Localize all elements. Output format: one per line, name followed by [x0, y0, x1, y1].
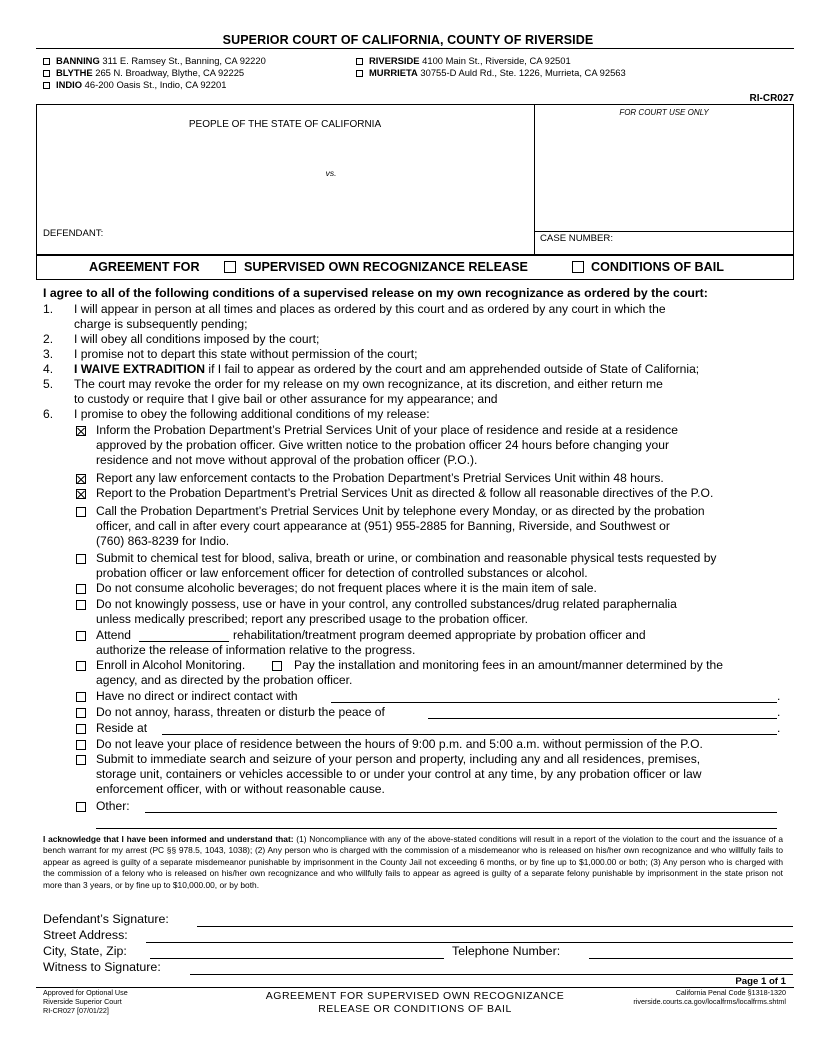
telephone-field[interactable]: [589, 958, 793, 959]
footer-title-line2: RELEASE OR CONDITIONS OF BAIL: [318, 1003, 512, 1015]
item-5-line2: to custody or require that I give bail or other assurance for my appearance; and: [74, 392, 498, 406]
telephone-label: Telephone Number:: [452, 944, 561, 958]
agreement-prefix: AGREEMENT FOR: [89, 260, 200, 274]
acknowledgment-heading: I acknowledge that I have been informed and understand that:: [43, 834, 294, 844]
defendant-label: DEFENDANT:: [43, 228, 104, 239]
footer-left-line1: Approved for Optional Use: [43, 988, 128, 997]
condition-5-checkbox[interactable]: [76, 554, 86, 564]
footer-center: [240, 990, 590, 1016]
case-number-rule: [534, 231, 794, 232]
condition-4-checkbox[interactable]: [76, 507, 86, 517]
condition-10-period: .: [777, 689, 781, 703]
condition-7-line2: unless medically prescribed; report any prescribed usage to the probation officer.: [96, 612, 529, 626]
condition-13-checkbox[interactable]: [76, 740, 86, 750]
condition-4-line1: Call the Probation Department’s Pretrial Services Unit by telephone every Monday, or as directed by the probation: [96, 504, 705, 518]
condition-12-checkbox[interactable]: [76, 724, 86, 734]
item-number-3: 3.: [43, 347, 54, 361]
other-field-line1[interactable]: [145, 812, 777, 813]
item-number-5: 5.: [43, 377, 54, 391]
footer-title-line1: AGREEMENT FOR SUPERVISED OWN RECOGNIZANCE: [265, 990, 565, 1002]
item-4-text: if I fail to appear as ordered by the court and am apprehended outside of State of California;: [205, 362, 700, 376]
penal-code-reference: California Penal Code §1318-1320: [675, 988, 786, 997]
no-contact-field[interactable]: [331, 702, 777, 703]
agreement-title: [89, 260, 200, 274]
condition-1-checkbox[interactable]: [76, 426, 86, 436]
condition-9-line1: Pay the installation and monitoring fees in an amount/manner determined by the: [294, 658, 723, 672]
item-2: I will obey all conditions imposed by the court;: [74, 332, 320, 346]
court-use-label: FOR COURT USE ONLY: [619, 108, 709, 117]
condition-3: Report to the Probation Department’s Pretrial Services Unit as directed & follow all reasonable directives of the P.O.: [96, 486, 714, 500]
item-1-line2: charge is subsequently pending;: [74, 317, 248, 331]
condition-11-period: .: [777, 705, 781, 719]
court-title: SUPERIOR COURT OF CALIFORNIA, COUNTY OF RIVERSIDE: [222, 33, 594, 47]
form-id: RI-CR027: [749, 93, 794, 104]
condition-9-checkbox[interactable]: [76, 661, 86, 671]
item-number-2: 2.: [43, 332, 54, 346]
defendant-signature-field[interactable]: [197, 926, 793, 927]
item-6: I promise to obey the following additional conditions of my release:: [74, 407, 430, 421]
location-blythe-checkbox[interactable]: [43, 70, 50, 77]
header-rule: [36, 48, 794, 49]
condition-6: Do not consume alcoholic beverages; do not frequent places where it is the main item of sale.: [96, 581, 597, 595]
location-murrieta-checkbox[interactable]: [356, 70, 363, 77]
location-riverside-checkbox[interactable]: [356, 58, 363, 65]
item-3: I promise not to depart this state without permission of the court;: [74, 347, 418, 361]
footer-left-line3: RI-CR027 [07/01/22]: [43, 1006, 109, 1015]
reside-at-field[interactable]: [162, 734, 777, 735]
location-riverside: RIVERSIDE 4100 Main St., Riverside, CA 92501: [356, 55, 571, 66]
condition-11: Do not annoy, harass, threaten or disturb the peace of: [96, 705, 385, 719]
condition-9-line2: agency, and as directed by the probation officer.: [96, 673, 353, 687]
witness-label: Witness to Signature:: [43, 960, 161, 974]
condition-7-line1: Do not knowingly possess, use or have in your control, any controlled substances/drug related paraphernalia: [96, 597, 677, 611]
location-banning-checkbox[interactable]: [43, 58, 50, 65]
condition-7-checkbox[interactable]: [76, 600, 86, 610]
condition-8-attend: Attend: [96, 628, 131, 642]
condition-5-line1: Submit to chemical test for blood, saliva, breath or urine, or combination and reasonable physical tests requested by: [96, 551, 717, 565]
condition-15-other: Other:: [96, 799, 130, 813]
condition-15-checkbox[interactable]: [76, 802, 86, 812]
vs-label: vs.: [325, 168, 337, 178]
condition-8-line1: rehabilitation/treatment program deemed appropriate by probation officer and: [233, 628, 646, 642]
witness-signature-field[interactable]: [190, 974, 793, 975]
condition-14-line1: Submit to immediate search and seizure of your person and property, including any and all residences, premises,: [96, 752, 701, 766]
case-number-label: CASE NUMBER:: [540, 233, 614, 244]
condition-3-checkbox[interactable]: [76, 489, 86, 499]
condition-11-checkbox[interactable]: [76, 708, 86, 718]
condition-14-line2: storage unit, containers or vehicles accessible to or under your control at any time, by any probation officer or law: [96, 767, 702, 781]
other-field-line2[interactable]: [96, 828, 777, 829]
sor-release-label: SUPERVISED OWN RECOGNIZANCE RELEASE: [244, 260, 528, 274]
city-state-zip-label: City, State, Zip:: [43, 944, 127, 958]
item-number-6: 6.: [43, 407, 54, 421]
sor-release-checkbox[interactable]: [224, 261, 236, 273]
conditions-of-bail-label: CONDITIONS OF BAIL: [591, 260, 724, 274]
condition-10-checkbox[interactable]: [76, 692, 86, 702]
condition-12-period: .: [777, 721, 781, 735]
footer-left: [43, 988, 128, 1015]
condition-13: Do not leave your place of residence between the hours of 9:00 p.m. and 5:00 a.m. without permission of the P.O.: [96, 737, 703, 751]
location-indio: INDIO 46-200 Oasis St., Indio, CA 92201: [43, 79, 226, 90]
location-banning: BANNING 311 E. Ramsey St., Banning, CA 92220: [43, 55, 266, 66]
item-4: [74, 362, 699, 377]
condition-14-checkbox[interactable]: [76, 755, 86, 765]
condition-9-fees-checkbox[interactable]: [272, 661, 282, 671]
condition-8-checkbox[interactable]: [76, 631, 86, 641]
condition-12: Reside at: [96, 721, 148, 735]
condition-1-line3: residence and not move without approval of the probation officer (P.O.).: [96, 453, 478, 467]
item-number-4: 4.: [43, 362, 54, 376]
condition-6-checkbox[interactable]: [76, 584, 86, 594]
waive-extradition: I WAIVE EXTRADITION: [74, 362, 206, 376]
condition-1-line2: approved by the probation officer. Give written notice to the probation officer 24 hours before changing your: [96, 438, 670, 452]
footer-left-line2: Riverside Superior Court: [43, 997, 122, 1006]
condition-9-enroll: Enroll in Alcohol Monitoring.: [96, 658, 246, 672]
condition-4-line3: (760) 863-8239 for Indio.: [96, 534, 230, 548]
disturb-peace-field[interactable]: [428, 718, 777, 719]
condition-8-line2: authorize the release of information relative to the progress.: [96, 643, 416, 657]
people-caption: PEOPLE OF THE STATE OF CALIFORNIA: [188, 119, 382, 130]
condition-10: Have no direct or indirect contact with: [96, 689, 298, 703]
street-address-label: Street Address:: [43, 928, 128, 942]
condition-2: Report any law enforcement contacts to the Probation Department’s Pretrial Services Unit within 48 hours.: [96, 471, 664, 485]
conditions-of-bail-checkbox[interactable]: [572, 261, 584, 273]
condition-5-line2: probation officer or law enforcement officer for detection of controlled substances or alcohol.: [96, 566, 588, 580]
program-name-field[interactable]: [139, 641, 229, 642]
page-number: Page 1 of 1: [735, 976, 786, 987]
item-5-line1: The court may revoke the order for my release on my own recognizance, at its discretion, and either return me: [74, 377, 663, 391]
street-address-field[interactable]: [146, 942, 793, 943]
footer-right: [633, 988, 786, 1006]
condition-2-checkbox[interactable]: [76, 474, 86, 484]
court-website-link[interactable]: riverside.courts.ca.gov/localfrms/localfrms.shtml: [633, 997, 786, 1006]
location-murrieta: MURRIETA 30755-D Auld Rd., Ste. 1226, Murrieta, CA 92563: [356, 67, 626, 78]
item-number-1: 1.: [43, 302, 54, 316]
intro-statement: I agree to all of the following conditions of a supervised release on my own recognizance as ordered by the court:: [43, 286, 708, 300]
city-state-zip-field[interactable]: [150, 958, 444, 959]
caption-divider: [534, 104, 535, 255]
acknowledgment: [43, 834, 783, 891]
location-indio-checkbox[interactable]: [43, 82, 50, 89]
defendant-signature-label: Defendant’s Signature:: [43, 912, 169, 926]
condition-4-line2: officer, and call in after every court appearance at (951) 955-2885 for Banning, Riverside, and Southwest or: [96, 519, 670, 533]
acknowledgment-text: (1) Noncompliance with any of the above-stated conditions will result in a report of the violation to the court and the issuance of a bench warrant for my arrest (PC §§ 978.5, 1043, 1038); (2) Any person who is charged with the commission of a misdemeanor who is released on his/her own recognizance and who willfully fails to appear as agreed is guilty of a separate misdemeanor punishable by imprisonment in the County Jail not exceeding 6 months, or by fine up to $1,000.00 or both; (3) Any person who is charged with the commission of a felony who is released on his/her own recognizance and who willfully fails to appear as agreed is guilty of a separate felony punishable by imprisonment in the state prison not more than 3 years, or by fine up to $10,000.00, or by both.: [43, 834, 783, 890]
item-1-line1: I will appear in person at all times and places as ordered by this court and as ordered by any court in which the: [74, 302, 666, 316]
condition-14-line3: enforcement officer, with or without reasonable cause.: [96, 782, 385, 796]
condition-1-line1: Inform the Probation Department’s Pretrial Services Unit of your place of residence and reside at a residence: [96, 423, 678, 437]
location-blythe: BLYTHE 265 N. Broadway, Blythe, CA 92225: [43, 67, 244, 78]
